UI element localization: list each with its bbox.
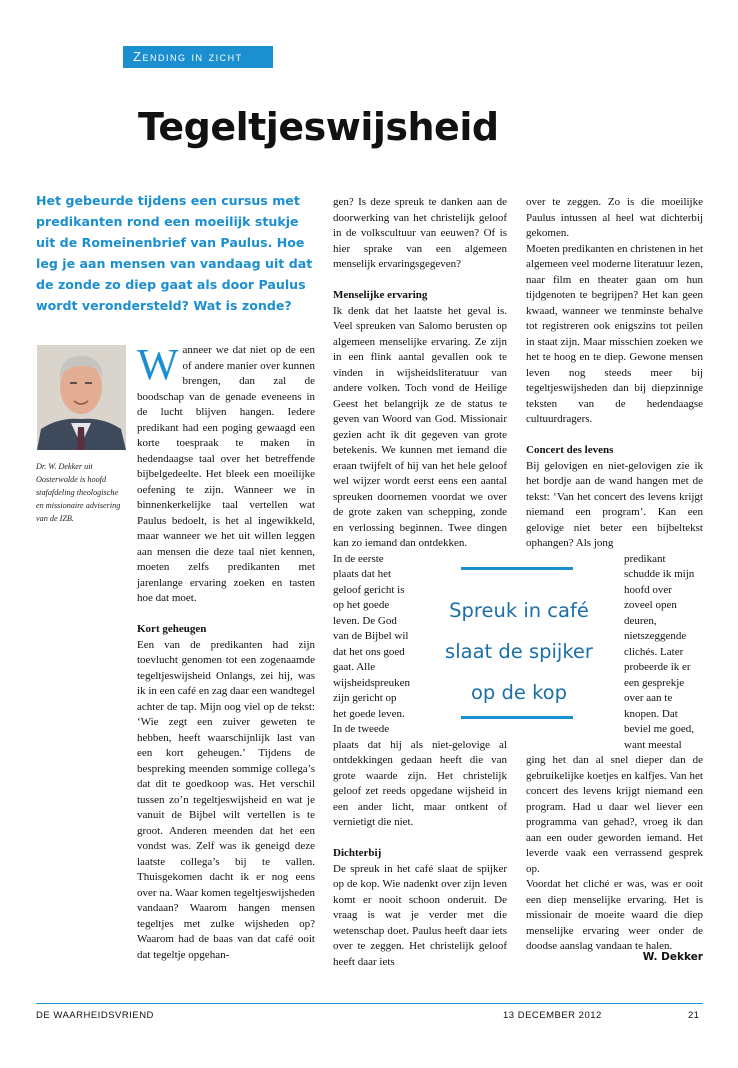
paragraph: ging het dan al snel dieper dan de gebruikelijke koetjes en kalfjes. Van het concert des levens krijgt niemand een program. Had u daar wel liever een programma van gehad?, vroeg ik dan aan een ouder geworden iemand. Het leverde vaak een verrassend gesprek op. <box>526 754 703 875</box>
article-title: Tegeltjeswijsheid <box>138 105 499 149</box>
paragraph: De spreuk in het café slaat de spijker op de kop. Wie nadenkt over zijn leven komt er nooit schoon onderuit. De vraag is wat je verder met die wetenschap doet. Paulus heeft daar iets over te zeggen. Het christelijk geloof heeft daar iets <box>333 862 507 968</box>
paragraph: Ik denk dat het laatste het geval is. Veel spreuken van Salomo berusten op algemeen menselijke ervaring. Ze zijn in een flink aantal gevallen ook te vinden in wijsheidsliteratuur van andere volken. Toch vond de Heilige Geest het belangrijk ze de status te geven van Woord van God. Missionair gezien acht ik dit gegeven van grote betekenis. We kunnen met iemand die eraan twijfelt of hij van het hele geloof wel wijzer wordt eerst eens een aantal spreuken doornemen voordat we over de grote zaken van schepping, zonde en verlossing beginnen. Twee dingen kan zo iemand dan ontdekken. <box>333 304 507 549</box>
column-1 <box>137 340 315 963</box>
drop-cap: W <box>137 340 179 389</box>
paragraph: Moeten predikanten en christenen in het algemeen veel moderne literatuur lezen, naar film en theater gaan om hun tijdgenoten te begrijpen? Het kan geen kwaad, wanneer we tenminste behalve tot registreren ook enigszins tot peilen in staat zijn. Maar misschien zoeken we het te hoog en te diep. Gewone mensen leven nog steeds meer bij tegeltjeswijsheden dan bij diepzinnige teksten van de hedendaagse cultuurdragers. <box>526 242 703 425</box>
paragraph: predikant schudde ik mijn hoofd over zoveel open deuren, nietszeggende clichés. Later probeerde ik er een gesprekje over aan te knopen. Dat beviel me goed, want meestal <box>624 552 695 751</box>
paragraph: plaats dat hij als niet-gelovige al ontdekkingen gedaan heeft die van grote waarde zijn. Het christelijk geloof zet reeds opgedane wijsheid in een ander licht, maar ontkent of vernietigt die niet. <box>333 738 507 828</box>
paragraph: gen? Is deze spreuk te danken aan de doorwerking van het christelijk geloof in de volkscultuur van eeuwen? Of is hier sprake van een algemeen menselijk ervaringsgegeven? <box>333 196 507 270</box>
footer-publication: DE WAARHEIDSVRIEND <box>36 1010 154 1021</box>
quote-rule-top <box>461 567 573 570</box>
footer-date: 13 DECEMBER 2012 <box>503 1010 602 1021</box>
subheading: Dichterbij <box>333 847 382 859</box>
column-2 <box>333 195 507 970</box>
intro-lead: Het gebeurde tijdens een cursus met predikanten rond een moeilijk stukje uit de Romeinenbrief van Paulus. Hoe leg je aan mensen van vandaag uit dat de zonde zo diep gaat als door Paulus wordt verondersteld? Wat is zonde? <box>36 193 313 313</box>
paragraph: Wanneer we dat niet op de een of andere manier over kunnen brengen, dan zal de boodschap van de genade eveneens in de lucht blijven hangen. Iedere predikant had een poging gewaagd een korte toespraak te maken in hedendaagse taal over het betreffende bijbelgedeelte. Het bleek een moeilijke oefening te zijn. Wanneer we in binnenkerkelijke taal vertellen wat Paulus bedoelt, is het al ingewikkeld, maar wanneer we het uit willen leggen aan mensen die deze taal niet kennen, moeten zelfs predikanten met jarenlange ervaring zoeken en tasten hoe dat moet. <box>137 340 315 604</box>
column-3 <box>526 195 703 955</box>
page-number: 21 <box>688 1010 700 1021</box>
footer-rule <box>36 1003 703 1004</box>
subheading: Menselijke ervaring <box>333 289 428 301</box>
section-label: Zending in zicht <box>123 46 273 68</box>
photo-caption: Dr. W. Dekker uit Oosterwolde is hoofd stafafdeling theologische en missionaire advisering van de IZB. <box>36 462 121 523</box>
subheading: Kort geheugen <box>137 623 207 635</box>
author-signature: W. Dekker <box>642 951 703 963</box>
paragraph: Voordat het cliché er was, was er ooit een diep menselijke ervaring. Het is missionair de moeite waard die diep menselijke ervaring weer onder de doodse aanslag vandaan te halen. <box>526 878 703 952</box>
pull-quote: Spreuk in café slaat de spijker op de kop <box>445 599 593 704</box>
paragraph: In de eerste plaats dat het geloof gericht is op het goede leven. De God van de Bijbel wil dat het ons goed gaat. Alle wijsheidspreuken zijn gericht op het goede leven. In de tweede <box>333 552 410 735</box>
paragraph: Een van de predikanten had zijn toevlucht genomen tot een zogenaamde tegeltjeswijsheid Onlangs, zei hij, was ik in een café en zag daar een wandtegel achter de tap. Mijn oog viel op de tekst: ‘Wie zegt een zuiver geweten te hebben, heeft waarschijnlijk last van een kort geheugen.’ Tijdens de bespreking meenden sommige collega’s dat dit te goedkoop was. Het verschil tussen zo’n tegeltjeswijsheid en wat je vanuit de Bijbel wilt vertellen is te groot. Anderen meenden dat het een vondst was. Zelf was ik geneigd deze laatste collega’s bij te vallen. Thuisgekomen dacht ik er nog eens over na. Waar komen tegeltjeswijsheden vandaan? Waarom hangen mensen tegeltjes met zulke wijsheden op? Waarom had de baas van dat café ooit dat tegeltje opgehan- <box>137 638 315 961</box>
paragraph: Bij gelovigen en niet-gelovigen zie ik het bordje aan de wand hangen met de tekst: ‘Van het concert des levens krijgt niemand een program’. Kan een gelovige niet beter een bijbeltekst ophangen? Als jong <box>526 459 703 549</box>
subheading: Concert des levens <box>526 444 614 456</box>
paragraph: over te zeggen. Zo is die moeilijke Paulus intussen al heel wat dichterbij gekomen. <box>526 196 703 239</box>
quote-rule-bottom <box>461 716 573 719</box>
author-photo <box>37 345 126 450</box>
